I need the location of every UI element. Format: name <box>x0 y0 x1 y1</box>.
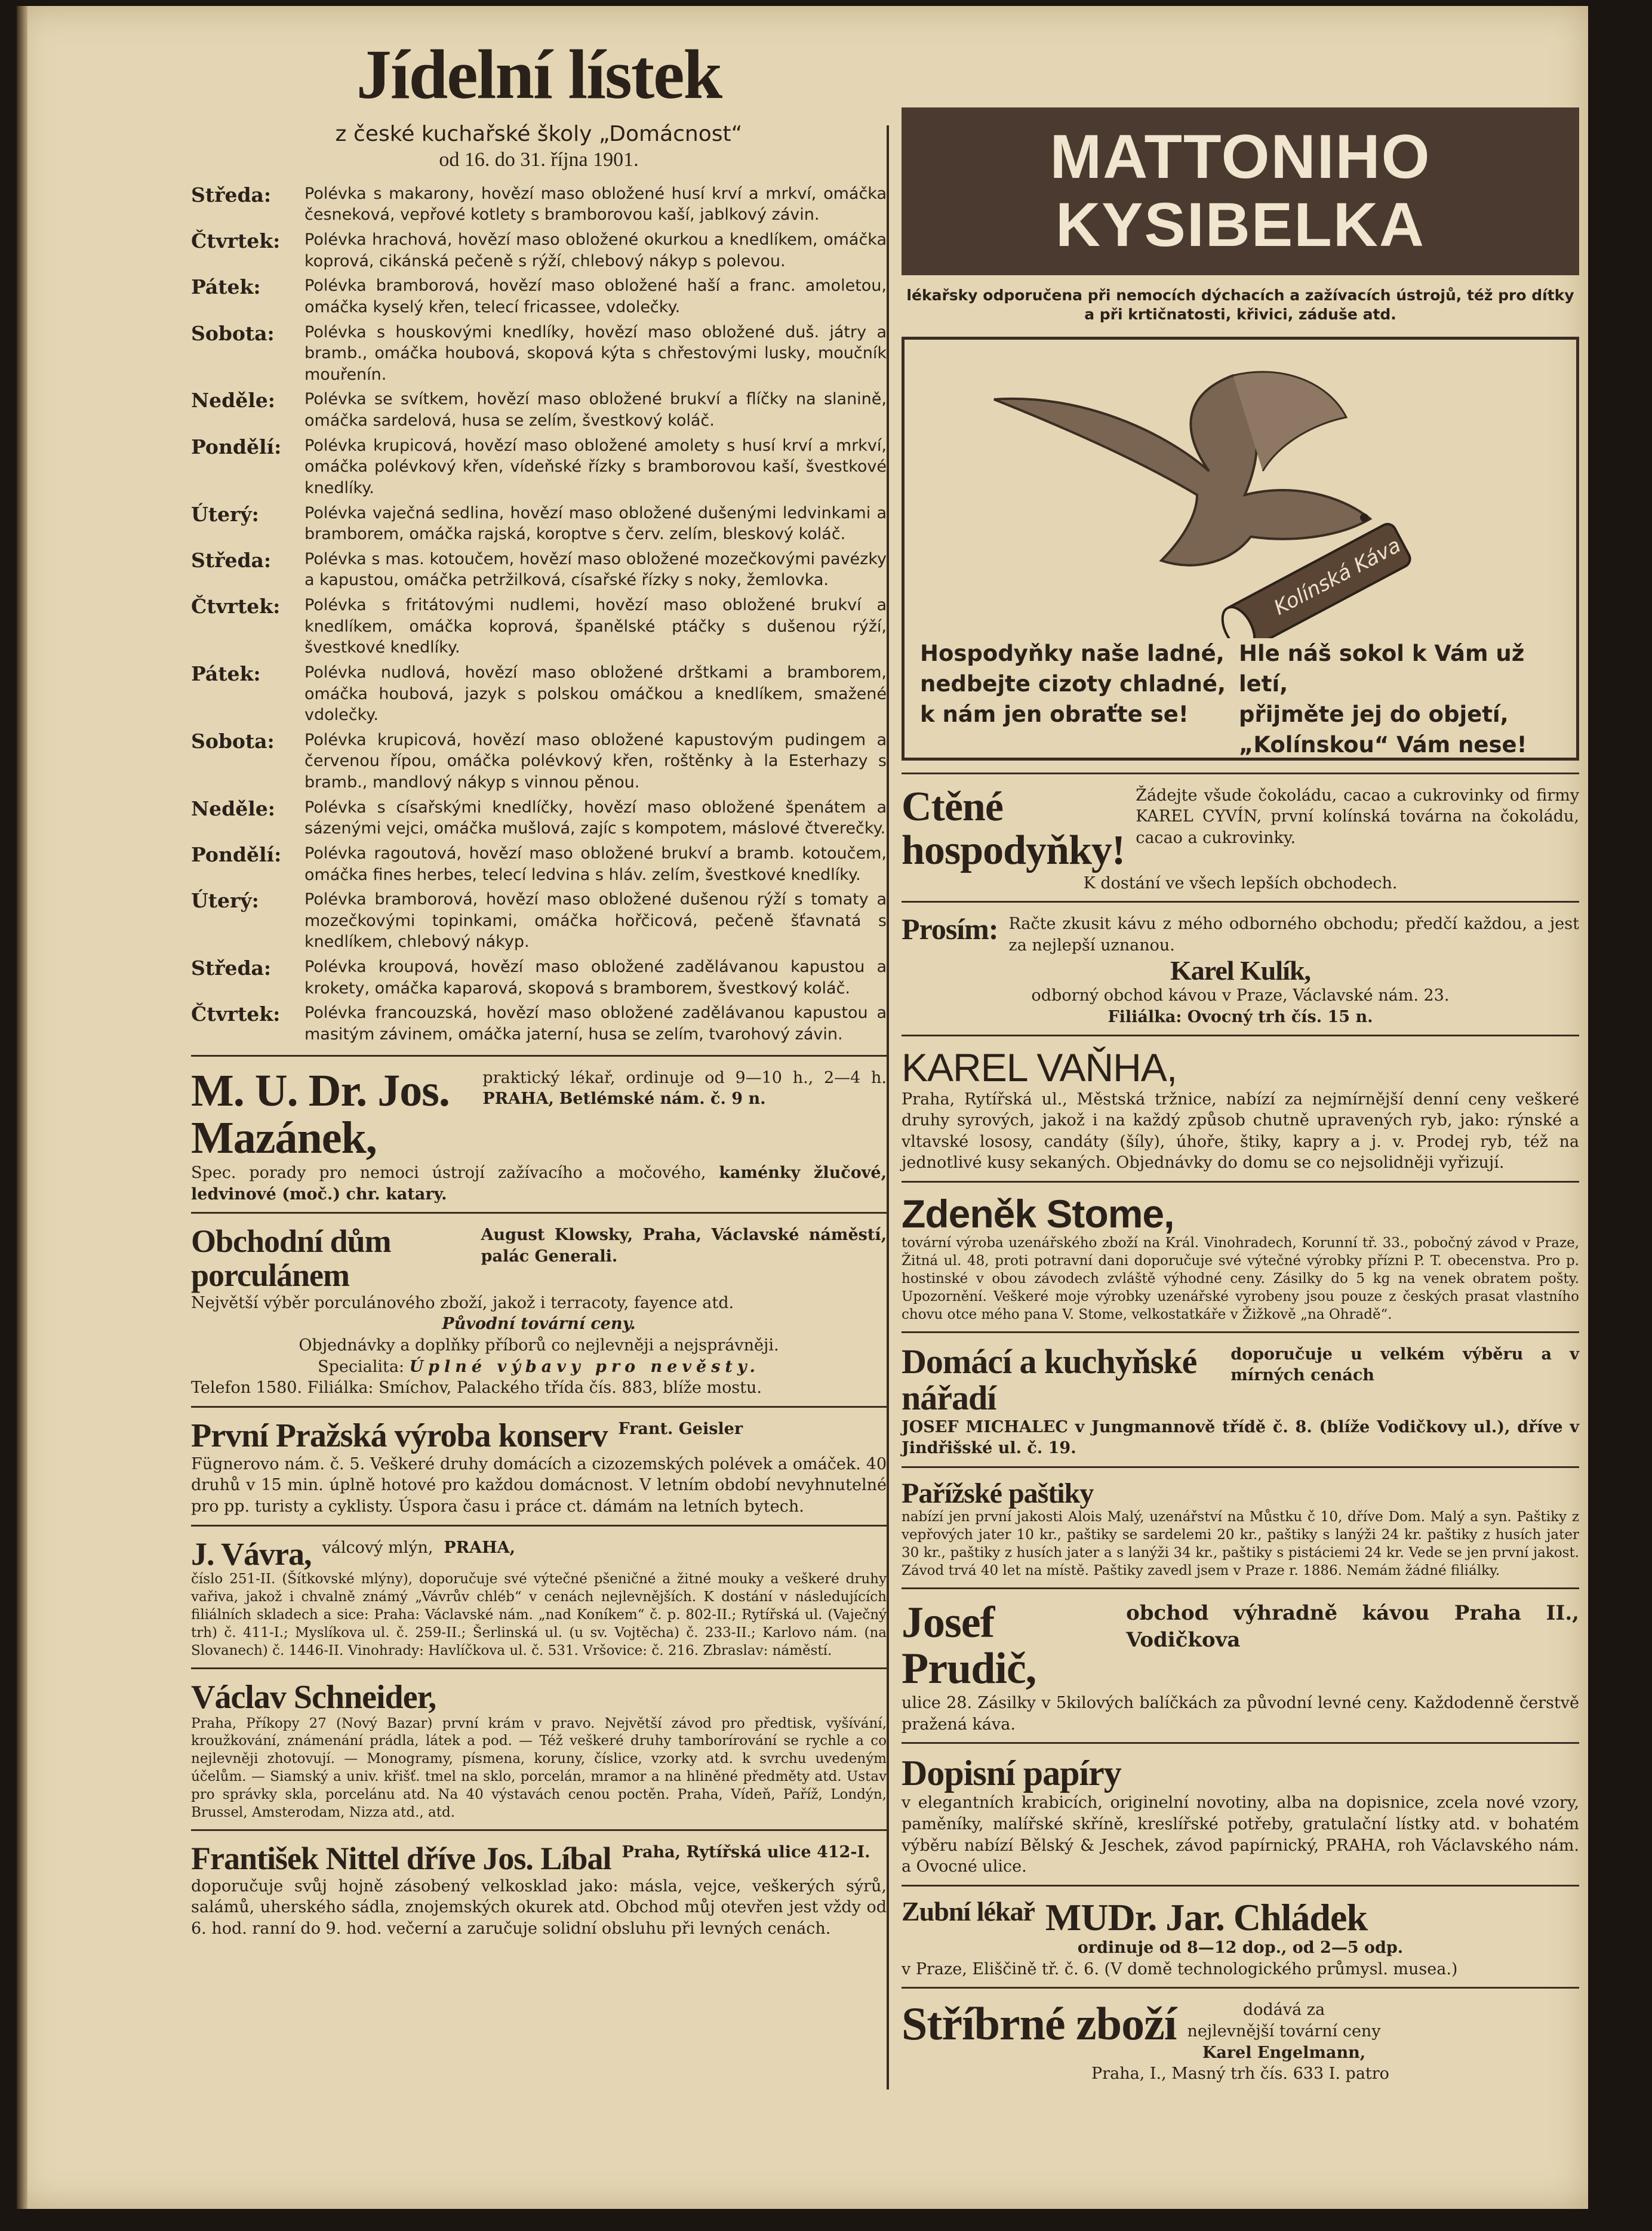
menu-dishes: Polévka ragoutová, hovězí maso obložené brukví a bramb. kotoučem, omáčka fines herbes, telecí ledvina s hláv. zelím, švestkové knedlíky. <box>304 844 887 884</box>
menu-day: Čtvrtek: <box>191 1002 281 1026</box>
ad-vavra <box>191 1525 887 1667</box>
ad-kulik-body3: Filiálka: Ovocný trh čís. 15 n. <box>1108 1007 1373 1026</box>
menu-day: Středa: <box>191 183 272 207</box>
coffee-can-label: Kolínská Káva <box>1270 533 1405 620</box>
ad-papiry-headline: Dopisní papíry <box>902 1753 1121 1793</box>
menu-row <box>191 503 887 545</box>
ad-schneider-body: Praha, Příkopy 27 (Nový Bazar) první krám v pravo. Největší závod pro předtisk, vyšívání, kroužkování, známenání prádla, látek a pod. — Též veškeré druhy tamborírování se rychle a co nejlevněji zhotovují. — Monogramy, písmena, koruny, číslice, vzorky atd. k svrchu uvedeným účelům. — Siamský a univ. křišť. tmel na sklo, porcelán, mramor a na hliněné předměty atd. Ustav pro správky skla, porcelánu atd. Na 40 výstavách cenou poctěn. Praha, Vídeň, Paříž, Londýn, Brussel, Amsterodam, Nizza atd., atd. <box>191 1715 887 1820</box>
menu-day: Úterý: <box>191 889 259 913</box>
ad-cyvin <box>902 773 1579 901</box>
ad-klowsky <box>191 1212 887 1406</box>
page-binding-edge <box>17 6 27 2209</box>
ad-vanha-name: KAREL VAŇHA, <box>902 1045 1177 1090</box>
menu-row <box>191 322 887 386</box>
ad-klowsky-specialty-label: Specialita: <box>318 1357 405 1376</box>
ad-papiry <box>902 1742 1579 1885</box>
ad-klowsky-line3: Objednávky a doplňky příborů co nejlevněji a nejsprávněji. <box>299 1336 779 1355</box>
ad-engelmann-headline: Stříbrné zboží <box>902 1998 1177 2050</box>
menu-row <box>191 662 887 726</box>
menu-dishes: Polévka vaječná sedlina, hovězí maso obložené dušenými ledvinkami a bramborem, omáčka rajská, koroptve s červ. zelím, bleskový koláč. <box>304 503 887 544</box>
ad-kolinska-verse-right: Hle náš sokol k Vám už letí, přijměte jej do objetí, „Kolínskou“ Vám nese! <box>1239 640 1527 758</box>
ad-vanha-body: Praha, Rytířská ul., Městská tržnice, nabízí za nejmírnější denní ceny veškeré druhy syrových, jakož i na každý způsob chutně upravených ryb, jako: rýnské a vltavské lososy, candáty (šíly), úhoře, štiky, kapry a j. v. Prodej ryb, též na jednotlivé kusy sekaných. Objednávky do domu se co nejsolidněji vyřizují. <box>902 1090 1579 1173</box>
column-divider <box>887 125 889 2090</box>
ad-stome-name: Zdeněk Stome, <box>902 1192 1174 1236</box>
menu-day: Sobota: <box>191 321 275 345</box>
ad-geisler-name: První Pražská výroba konserv <box>191 1417 608 1454</box>
ad-vanha <box>902 1035 1579 1181</box>
ad-mazanek-body-bold: kaménky žlučové, ledvinové (moč.) chr. katary. <box>191 1164 887 1204</box>
menu-dishes: Polévka s mas. kotoučem, hovězí maso obložené mozečkovými pavézky a kapustou, omáčka petržilková, císařské řízky s noky, žemlovka. <box>304 549 887 590</box>
ad-geisler <box>191 1406 887 1525</box>
menu-dishes: Polévka bramborová, hovězí maso obložené haší a franc. amoletou, omáčka kyselý křen, telecí fricassee, vdolečky. <box>304 276 887 316</box>
menu-row <box>191 183 887 226</box>
menu-row <box>191 843 887 885</box>
menu-dishes: Polévka se svítkem, hovězí maso obložené brukví a flíčky na slanině, omáčka sardelová, husa se zelím, švestkový koláč. <box>304 390 887 430</box>
menu-day: Středa: <box>191 956 272 980</box>
menu-row <box>191 549 887 591</box>
ad-kulik-body2: odborný obchod kávou v Praze, Václavské nám. 23. <box>1031 986 1450 1005</box>
ad-kulik-body1: Račte zkusit kávu z mého odborného obchodu; předčí každou, a jest za nejlepší uznanou. <box>1008 915 1579 955</box>
menu-row <box>191 229 887 272</box>
menu-row <box>191 275 887 318</box>
ad-mazanek-body: Spec. porady pro nemoci ústrojí zažívacího a močového, <box>191 1164 706 1183</box>
ad-cyvin-headline: Ctěné hospodyňky! <box>902 783 1125 874</box>
ad-papiry-body: v elegantních krabicích, originelní novotiny, alba na dopisnice, zcela nové vzory, paměníky, malířské skříně, kreslířské potřeby, gratulační lístky atd. v bohatém výběru nabízí Bělský & Jeschek, závod papírnický, PRAHA, roh Václavského nám. a Ovocné ulice. <box>902 1793 1579 1876</box>
menu-row <box>191 1002 887 1045</box>
menu-dishes: Polévka francouzská, hovězí maso obložené zadělávanou kapustou a masitým závinem, omáčka jaterní, husa se zelím, tvarohový závin. <box>304 1004 887 1044</box>
menu-row <box>191 730 887 793</box>
ad-mazanek-city: PRAHA, <box>482 1090 554 1109</box>
menu-dishes: Polévka s císařskými knedlíčky, hovězí maso obložené špenátem a sázenými vejci, omáčka mušlová, zajíc s kompotem, máslové čtverečky. <box>304 798 887 838</box>
falcon-illustration <box>982 358 1496 638</box>
menu-dishes: Polévka nudlová, hovězí maso obložené drštkami a bramborem, omáčka houbová, jazyk s polskou omáčkou a knedlíkem, smažené vdolečky. <box>304 663 887 725</box>
ad-prudic-body: ulice 28. Zásilky v 5kilových balíčkách za původní levné ceny. Každodenně čerstvě pražená káva. <box>902 1694 1579 1734</box>
menu-day: Neděle: <box>191 796 275 820</box>
menu-title: Jídelní lístek <box>356 35 722 113</box>
menu-dishes: Polévka krupicová, hovězí maso obložené amolety s husí krví a mrkví, omáčka polévkový křen, vídeňské řízky s bramborovou kaší, švestkové knedlíky. <box>304 436 887 497</box>
ad-nittel-address: Praha, Rytířská ulice 412-I. <box>622 1842 870 1861</box>
ad-mazanek-name: M. U. Dr. Jos. Mazánek, <box>191 1065 450 1164</box>
ad-chladek-hours: ordinuje od 8—12 dop., od 2—5 odp. <box>1077 1938 1404 1958</box>
menu-day: Neděle: <box>191 389 275 413</box>
ad-mattoni-subtitle: lékařsky odporučena při nemocích dýchacích a zažívacích ústrojů, též pro dítky a při krtičnatosti, křivici, záduše atd. <box>906 286 1574 324</box>
ad-klowsky-line1: Největší výběr porculánového zboží, jakož i terracoty, fayence atd. <box>191 1293 734 1312</box>
menu-dishes: Polévka s fritátovými nudlemi, hovězí maso obložené brukví a knedlíkem, omáčka koprová, španělské ptáčky s dušenou rýží, švestkové knedlíky. <box>304 596 887 657</box>
menu-dishes: Polévka s makarony, hovězí maso obložené husí krví a mrkví, omáčka česneková, vepřové kotlety s bramborovou kaší, jablkový závin. <box>304 184 887 224</box>
menu-day: Pátek: <box>191 275 261 299</box>
ad-chladek-address: v Praze, Eliščině tř. č. 6. (V domě technologického průmysl. musea.) <box>902 1959 1458 1978</box>
ad-mazanek <box>191 1055 887 1213</box>
ad-mazanek-address: Betlémské nám. č. 9 n. <box>559 1090 766 1109</box>
menu-day: Čtvrtek: <box>191 595 281 618</box>
ad-geisler-body: Fügnerovo nám. č. 5. Veškeré druhy domácích a cizozemských polévek a omáček. 40 druhů v 15 min. úplně hotové pro každou domácnost. V letním období nevyhnutelné pro pp. turisty a cyklisty. Úspora času i práce ct. dámám na letních bytech. <box>191 1454 887 1516</box>
ad-kolinska-verse-left: Hospodyňky naše ladné, nedbejte cizoty chladné, k nám jen obraťte se! <box>920 640 1226 727</box>
ad-nittel-body: doporučuje svůj hojně zásobený velkosklad jako: másla, vejce, veškerých sýrů, salámů, uherského sádla, znojemských okurek atd. Obchod můj otevřen jest vždy od 6. hod. ranní do 9. hod. večerní a zaručuje solidní obsluhu při levných cenách. <box>191 1876 887 1938</box>
ad-vavra-trade: válcový mlýn, <box>322 1538 433 1557</box>
menu-date: od 16. do 31. října 1901. <box>439 148 639 171</box>
ad-maly-headline: Pařížské paštiky <box>902 1477 1094 1509</box>
ad-prudic-name: Josef Prudič, <box>902 1598 1036 1694</box>
menu-dishes: Polévka s houskovými knedlíky, hovězí maso obložené duš. játry a bramb., omáčka houbová, skopová kýta s chřestovými lusky, moučník mouřenín. <box>304 322 887 384</box>
ad-stome-body: tovární výroba uzenářského zboží na Král. Vinohradech, Korunní tř. 33., pobočný závod v Praze, Žitná ul. 48, proti potravní dani doporučuje své výtečné výrobky přízni P. T. obecenstva. Pro p. hostinské v obou závodech zvláště výhodné ceny. Zásilky do 5 kg na venek obratem pošty. Upozornění. Veškeré moje výrobky uzenářské vyrobeny jsou pouze z českých prasat vlastního chovu otce mého pana V. Stome, velkostatkáře v Žižkově „na Ohradě“. <box>902 1235 1579 1322</box>
menu-dishes: Polévka krupicová, hovězí maso obložené kapustovým pudingem a červenou řípou, omáčka polévkový křen, roštěnky à la Esterhazy s bramb., mandlový nákyp s vinnou pěnou. <box>304 730 887 792</box>
ad-michalec <box>902 1331 1579 1466</box>
ad-klowsky-line2: Původní tovární ceny. <box>442 1315 636 1334</box>
menu-day: Úterý: <box>191 502 259 526</box>
right-column <box>902 107 1579 2092</box>
ad-stome <box>902 1181 1579 1331</box>
ad-klowsky-specialty: Úplné výbavy pro nevěsty. <box>409 1357 760 1376</box>
menu-day: Pátek: <box>191 661 261 685</box>
ad-vavra-body: číslo 251-II. (Šítkovské mlýny), doporučuje své výtečné pšeničné a žitné mouky a veškeré druhy vařiva, jakož i chvalně známý „Vávrův chléb“ v cenách nejlevnějších. K dostání v následujících filiálních skladech a sice: Praha: Václavské nám. „nad Koníkem“ č. p. 802-II.; Rytířská ul. (Vaječný trh) č. 411-I.; Myslíkova ul. č. 259-II.; Šerlinská ul. (u sv. Vojtěcha) č. 233-II.; Karlovo nám. (na Slovanech) č. 1446-II. Vinohrady: Havlíčkova ul. č. 531. Vršovice: č. 216. Zbraslav: náměstí. <box>191 1571 887 1658</box>
menu-row <box>191 797 887 839</box>
ad-kulik-label: Prosím: <box>902 912 998 946</box>
ad-vavra-city: PRAHA, <box>444 1538 515 1557</box>
ad-geisler-owner: Frant. Geisler <box>618 1419 743 1438</box>
ad-engelmann-body1: dodává za <box>1242 2001 1325 2020</box>
ad-cyvin-footer: K dostání ve všech lepších obchodech. <box>1083 873 1398 893</box>
ad-kolinska <box>902 337 1579 761</box>
ad-klowsky-line5: Telefon 1580. Filiálka: Smíchov, Palackého třída čís. 883, blíže mostu. <box>191 1378 762 1398</box>
ad-mazanek-hours: praktický lékař, ordinuje od 9—10 h., 2—4 h. <box>482 1068 887 1087</box>
ad-schneider <box>191 1667 887 1829</box>
menu-dishes: Polévka bramborová, hovězí maso obložené dušenou rýží s tomaty a mozečkovými topinkami, omáčka hořčicová, pečeně šťavnatá s knedlíkem, chlebový nákyp. <box>304 890 887 952</box>
left-column <box>191 36 887 1946</box>
ad-prudic-side: obchod výhradně kávou Praha II., Vodičkova <box>1126 1601 1579 1652</box>
menu-day: Středa: <box>191 548 272 572</box>
ad-michalec-side: doporučuje u velkém výběru a v mírných cenách <box>1230 1344 1579 1385</box>
ad-chladek <box>902 1885 1579 1987</box>
ad-engelmann-body2: nejlevnější tovární ceny <box>1187 2021 1381 2041</box>
menu-subtitle: z české kuchařské školy „Domácnost“ <box>335 121 743 146</box>
ad-michalec-body: JOSEF MICHALEC v Jungmannově třídě č. 8. (blíže Vodičkovy ul.), dříve v Jindřišské ul. č. 19. <box>902 1417 1579 1458</box>
falcon-eye-icon <box>1360 513 1368 522</box>
menu-row <box>191 435 887 499</box>
ad-vavra-name: J. Vávra, <box>191 1535 312 1572</box>
ad-kulik <box>902 901 1579 1035</box>
ad-chladek-label: Zubní lékař <box>902 1895 1035 1927</box>
ad-chladek-name: MUDr. Jar. Chládek <box>1045 1895 1368 1938</box>
menu-list <box>191 183 887 1045</box>
ad-engelmann-name: Karel Engelmann, <box>1202 2043 1366 2062</box>
menu-dishes: Polévka kroupová, hovězí maso obložené zadělávanou kapustou a krokety, omáčka kaparová, skopová s bramborem, švestkový koláč. <box>304 958 887 998</box>
menu-row <box>191 595 887 658</box>
ad-michalec-headline: Domácí a kuchyňské nářadí <box>902 1341 1197 1417</box>
ad-maly <box>902 1466 1579 1587</box>
ad-nittel-name: František Nittel dříve Jos. Líbal <box>191 1840 611 1876</box>
ad-prudic <box>902 1587 1579 1743</box>
menu-row <box>191 956 887 999</box>
menu-row <box>191 389 887 431</box>
menu-dishes: Polévka hrachová, hovězí maso obložené okurkou a knedlíkem, omáčka koprová, cikánská pečeně s rýží, chlebový nákyp s polevou. <box>304 230 887 270</box>
ad-maly-body: nabízí jen první jakosti Alois Malý, uzenářství na Můstku č 10, dříve Dom. Malý a syn. Paštiky z vepřových jater 10 kr., paštiky se sardelemi 20 kr., paštiky s lanýži 24 kr. paštiky z husích jater 30 kr., paštiky z husích jater a s lanýži 34 kr., paštiky s pistáciemi 24 kr. Vede se jen první jakost. Závod trvá 40 let na místě. Paštiky zavedl jsem v Praze r. 1886. Nemám žádné filiálky. <box>902 1509 1579 1578</box>
ad-engelmann-address: Praha, I., Masný trh čís. 633 I. patro <box>1091 2064 1389 2084</box>
menu-row <box>191 889 887 953</box>
menu-day: Čtvrtek: <box>191 229 281 253</box>
ad-mattoni-banner: MATTONIHO KYSIBELKA <box>902 107 1579 275</box>
menu-day: Pondělí: <box>191 842 282 866</box>
menu-day: Sobota: <box>191 729 275 753</box>
ad-schneider-name: Václav Schneider, <box>191 1678 436 1716</box>
menu-day: Pondělí: <box>191 435 282 458</box>
ad-klowsky-owner: August Klowsky, Praha, Václavské náměstí, palác Generali. <box>481 1226 887 1266</box>
ad-cyvin-body: Žádejte všude čokoládu, cacao a cukrovinky od firmy KAREL CYVÍN, první kolínská továrna na čokoládu, cacao a cukrovinky. <box>1136 786 1579 848</box>
ad-nittel <box>191 1829 887 1947</box>
ad-kulik-name: Karel Kulík, <box>1170 955 1311 986</box>
ad-klowsky-name: Obchodní dům porculánem <box>191 1223 391 1294</box>
ad-engelmann <box>902 1987 1579 2092</box>
